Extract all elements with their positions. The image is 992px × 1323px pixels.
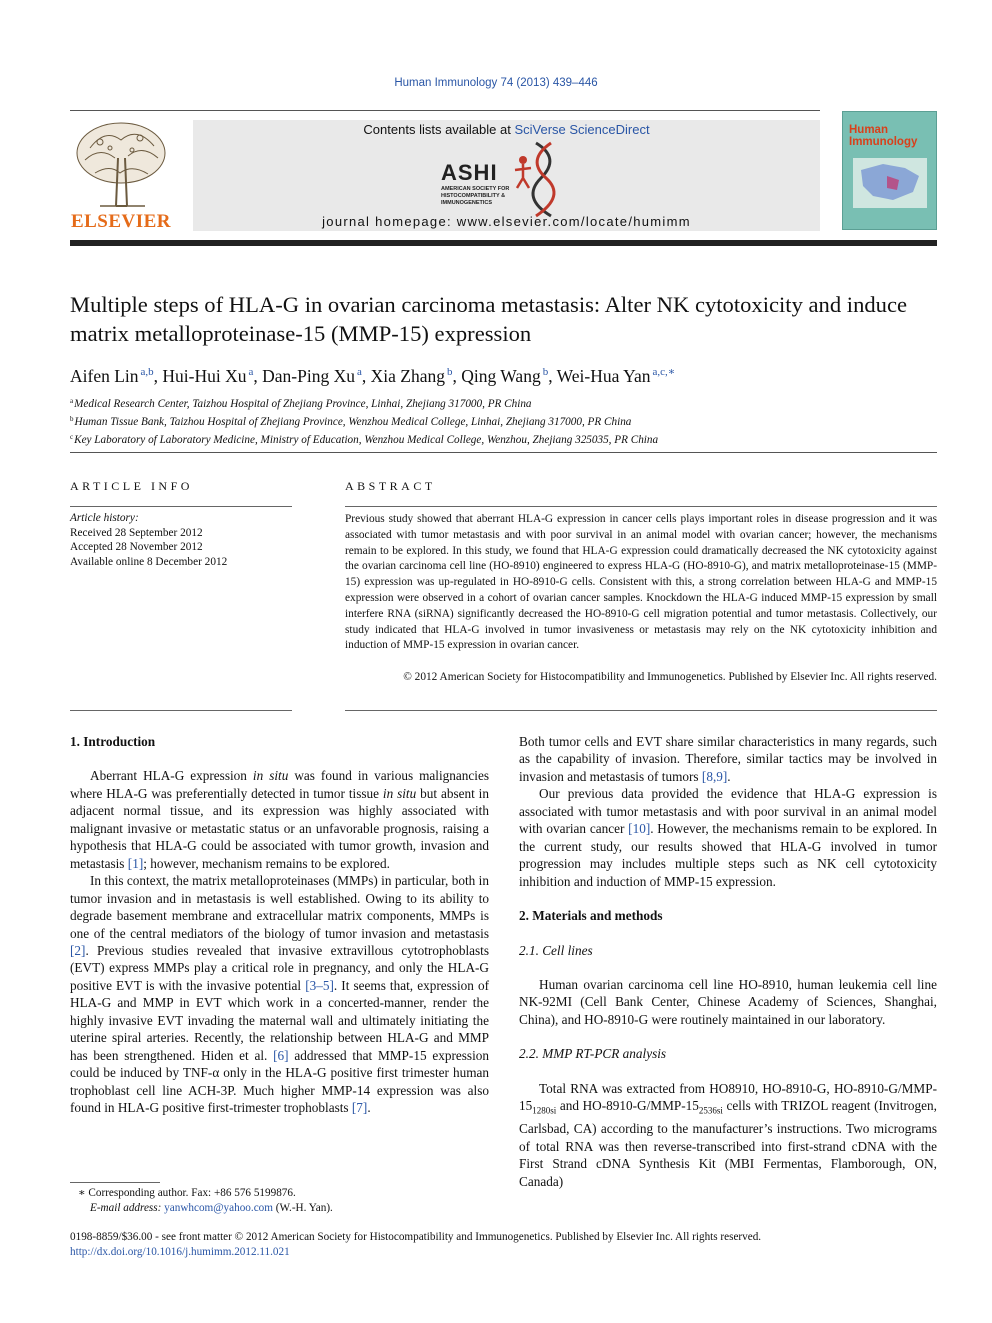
affiliations [70, 394, 937, 448]
page-footer [70, 1230, 937, 1259]
intro-paragraph-1: Aberrant HLA-G expression in situ was found in various malignancies where HLA-G was preferentially detected in tumor tissue in situ but absent in adjacent normal tissue, and its expression was highly associated with malignant invasive or metastatic status or an unfavorable prognosis, raising a hypothesis that HLA-G could be associated with tumor growth, invasion and metastasis [1]; however, mechanism remains to be explored. [70, 768, 489, 871]
cover-title: Human Immunology [849, 124, 918, 148]
abstract-rule [345, 506, 937, 507]
affiliation-a: $^a$Medical Research Center, Taizhou Hospital of Zhejiang Province, Linhai, Zhejiang 317000, PR China [70, 397, 532, 410]
intro-paragraph-2: In this context, the matrix metalloproteinases (MMPs) in particular, both in tumor invasion and in metastasis is well established. Owing to its ability to degrade basement membrane and extracellular matrix components, MMPs is one of the central mediators of the biology of tumor invasion and metastasis [2]. Previous studies revealed that invasive extravillous cytotrophoblasts (EVT) express MMPs play a critical role in pregnancy, and only the HLA-G positive EVT is with the invasive potential [3–5]. It seems that, expression of HLA-G and MMP in EVT which work in a concerted-manner, render the highly invasive EVT invading the maternal wall and ultimately initiating the uterine spiral arteries. Recently, the relationship between HLA-G and MMP has been strengthened. Hiden et al. [6] addressed that MMP-15 expression could be induced by TNF-α only in the HLA-G positive first trimester human trophoblast cell line ACH-3P. Much higher MMP-14 expression was also found in HLA-G positive first-trimester trophoblasts [7]. [70, 873, 489, 1116]
journal-masthead [193, 120, 820, 231]
article-info-heading: ARTICLE INFO [70, 479, 193, 493]
citation-link[interactable]: [2] [70, 942, 86, 958]
cover-map-icon [853, 158, 927, 208]
citation-link[interactable]: [7] [351, 1100, 368, 1116]
abstract-heading: ABSTRACT [345, 479, 436, 493]
issn-line: 0198-8859/$36.00 - see front matter © 2012 American Society for Histocompatibility and Immunogenetics. Published by Elsevier Inc. All rights reserved. [70, 1231, 762, 1243]
online-date: Available online 8 December 2012 [70, 555, 228, 568]
intro-paragraph-3: Both tumor cells and EVT share similar characteristics in many regards, such as the capability of invasion. Therefore, similar tactics may be involved in invasion and metastasis of tumors [8,9]. [519, 734, 937, 784]
citation-link[interactable]: [8,9] [701, 768, 728, 784]
author[interactable]: Xia Zhang $^b$ [370, 366, 453, 386]
methods-heading: 2. Materials and methods [519, 908, 663, 924]
author[interactable]: Aifen Lin $^{a,b}$ [70, 366, 154, 386]
abstract-text: Previous study showed that aberrant HLA-G expression in cancer cells plays important roles in disease progression and it was associated with tumor metastasis and with poor survival in an animal model with ovarian cancer; however, the mechanisms remain to be explored. In this study, we found that HLA-G expression could dramatically decreased the NK cytotoxicity against the ovarian carcinoma cell line (HO-8910) engineered to express HLA-G (HO-8910-G), and matrix metalloproteinase-15 (MMP-15) expression was up-regulated in HO-8910-G cells. Consistent with this, a strong correlation between HLA-G and MMP-15 expression were observed in a cohort of ovarian cancer samples. Knockdown the HLA-G induced MMP-15 expression by small interfere RNA (siRNA) significantly decreased the HO-8910-G cell migration potential and tumor metastasis. Collectively, our study indicated that HLA-G involved in tumor invasiveness or metastasis may rely on the NK cytotoxicity inhibition and induction of MMP-15 expression in ovarian cancer. [345, 513, 937, 652]
doi-link[interactable]: http://dx.doi.org/10.1016/j.humimm.2012.11.021 [70, 1245, 290, 1258]
citation-link[interactable]: [1] [127, 855, 144, 871]
rtpcr-heading: 2.2. MMP RT-PCR analysis [519, 1046, 667, 1062]
sciencedirect-link[interactable]: SciVerse ScienceDirect [514, 122, 650, 137]
journal-reference[interactable]: Human Immunology 74 (2013) 439–446 [394, 77, 598, 89]
citation-link[interactable]: [10] [628, 821, 651, 837]
elsevier-wordmark: ELSEVIER [70, 211, 172, 232]
rtpcr-paragraph: Total RNA was extracted from HO8910, HO-8910-G, $HO-8910-G/MMP-15_{1280si}$ and $HO-8910-G/MMP-15_{2536si}$ cells with TRIZOL reagent (Invitrogen, Carlsbad, CA) according to the manufacturer’s instructions. Two micrograms of total RNA was then reverse-transcribed into first-strand cDNA with the First Strand cDNA Synthesis Kit (MBI Fermentas, Flamborough, ON, Canada) [519, 1080, 937, 1189]
ashi-wordmark: ASHI [441, 160, 498, 185]
introduction-heading: 1. Introduction [70, 734, 156, 749]
abstract-copyright: © 2012 American Society for Histocompatibility and Immunogenetics. Published by Elsevier Inc. All rights reserved. [403, 671, 937, 683]
abstract-bottom-rule [345, 710, 937, 711]
ashi-logo [441, 138, 581, 218]
accepted-date: Accepted 28 November 2012 [70, 541, 203, 553]
title-divider [70, 452, 937, 453]
email-link[interactable]: yanwhcom@yahoo.com [164, 1201, 273, 1214]
citation-link[interactable]: [3–5] [305, 977, 334, 993]
author-list: Aifen Lin $^{a,b}$, Hui-Hui Xu $^a$, Dan-Ping Xu $^a$, Xia Zhang $^b$, Qing Wang $^b$, Wei-Hua Yan $^{a,c,∗}$ [70, 366, 676, 386]
citation-link[interactable]: [6] [273, 1047, 289, 1063]
author[interactable]: Dan-Ping Xu $^a$ [262, 366, 362, 386]
author[interactable]: Hui-Hui Xu $^a$ [162, 366, 254, 386]
intro-paragraph-4: Our previous data provided the evidence that HLA-G expression is associated with tumor metastasis and with poor survival in an animal model with ovarian cancer [10]. However, the mechanisms remain to be explored. In the current study, our results showed that HLA-G involved in tumor progression may includes multiple steps such as NK cell cytotoxicity inhibition and induction of MMP-15 expression. [519, 786, 937, 889]
cell-lines-heading: 2.1. Cell lines [519, 942, 593, 958]
affiliation-b: $^b$Human Tissue Bank, Taizhou Hospital of Zhejiang Province, Wenzhou Medical College, Linhai, Zhejiang 317000, PR China [70, 415, 632, 428]
journal-cover-thumbnail[interactable] [842, 111, 937, 230]
body-left-column [70, 733, 489, 1117]
elsevier-tree-icon [70, 118, 172, 210]
contents-line [193, 122, 820, 137]
footnote-rule [70, 1182, 160, 1183]
article-title: Multiple steps of HLA-G in ovarian carcinoma metastasis: Alter NK cytotoxicity and induce matrix metalloproteinase-15 (MMP-15) expression [70, 292, 908, 346]
author[interactable]: Qing Wang $^b$ [461, 366, 549, 386]
journal-homepage[interactable]: journal homepage: www.elsevier.com/locate/humimm [322, 214, 691, 229]
header-rule [70, 110, 820, 111]
article-info-bottom-rule [70, 710, 292, 711]
article-history [70, 511, 292, 569]
affiliation-c: $^c$Key Laboratory of Laboratory Medicine, Ministry of Education, Wenzhou Medical College, Wenzhou, Zhejiang 325035, PR China [70, 433, 659, 446]
elsevier-logo [70, 118, 172, 233]
history-label: Article history: [70, 512, 139, 524]
corresponding-author-footnote: ∗ Corresponding author. Fax: +86 576 5199876. E-mail address: yanwhcom@yahoo.com (W.-H. Yan). [78, 1187, 333, 1214]
contents-prefix: Contents lists available at [363, 122, 515, 137]
author[interactable]: Wei-Hua Yan $^{a,c,∗}$ [556, 366, 676, 386]
ashi-society-name: AMERICAN SOCIETY FOR HISTOCOMPATIBILITY & IMMUNOGENETICS [441, 186, 510, 206]
cell-lines-paragraph: Human ovarian carcinoma cell line HO-8910, human leukemia cell line NK-92MI (Cell Bank Center, Chinese Academy of Sciences, Shanghai, China), and HO-8910-G were routinely maintained in our laboratory. [519, 976, 937, 1027]
body-right-column [519, 733, 937, 1190]
masthead-thick-rule [70, 240, 937, 246]
article-info-rule [70, 506, 292, 507]
received-date: Received 28 September 2012 [70, 526, 203, 539]
